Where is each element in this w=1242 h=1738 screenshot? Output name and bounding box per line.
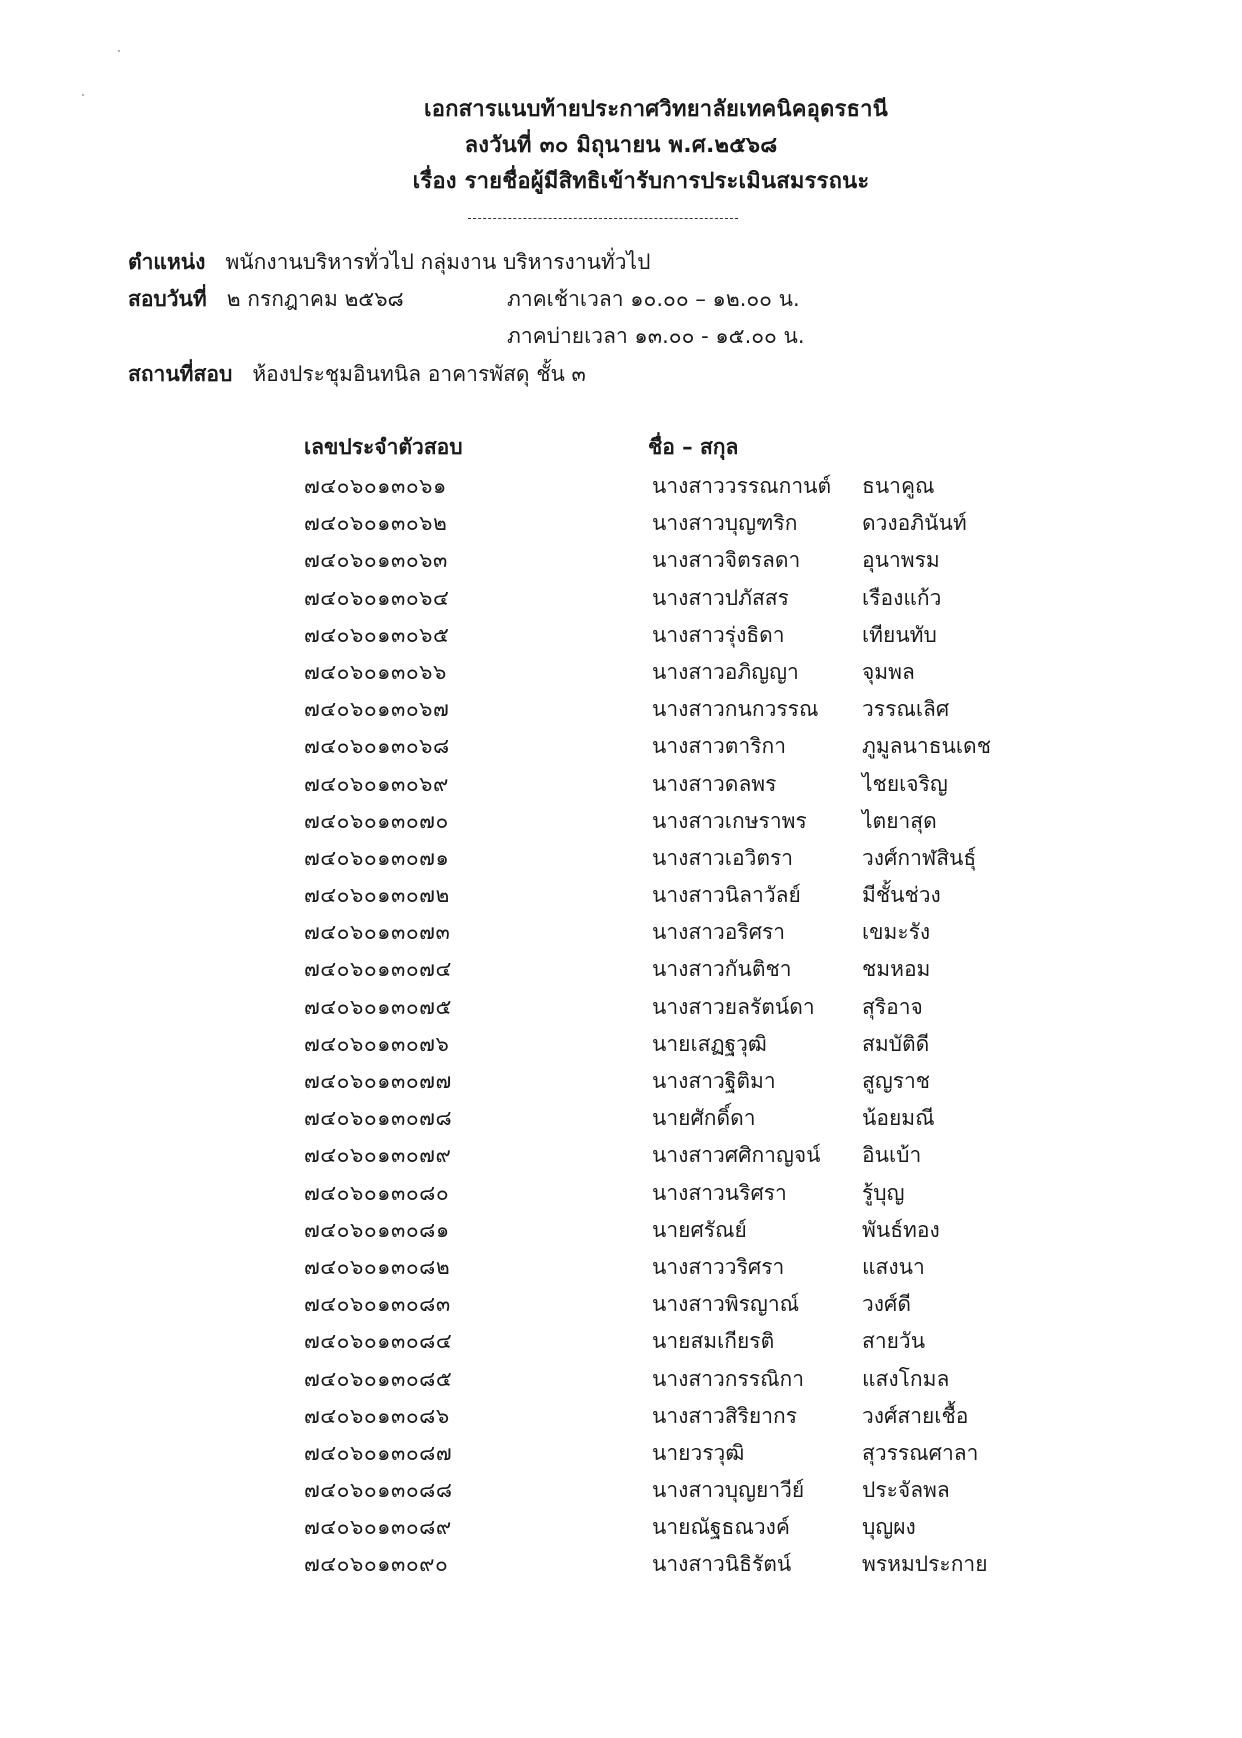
last-name: ประจัลพล [862, 1478, 950, 1503]
last-name: เรืองแก้ว [862, 585, 942, 610]
exam-id: ๗๔๐๖๐๑๓๐๘๗ [304, 1440, 453, 1465]
candidate-row [0, 542, 1242, 579]
last-name: ภูมูลนาธนเดช [862, 734, 991, 759]
morning-session: ภาคเช้าเวลา ๑๐.๐๐ – ๑๒.๐๐ น. [507, 287, 800, 311]
last-name: บุญผง [862, 1515, 916, 1540]
exam-id: ๗๔๐๖๐๑๓๐๗๒ [304, 883, 450, 908]
candidate-row [0, 840, 1242, 877]
exam-id: ๗๔๐๖๐๑๓๐๘๓ [304, 1292, 451, 1317]
last-name: แสงนา [862, 1254, 925, 1279]
exam-id: ๗๔๐๖๐๑๓๐๗๑ [304, 845, 450, 870]
last-name: วรรณเลิศ [862, 697, 950, 722]
candidate-row [0, 989, 1242, 1026]
first-name: นางสาววรรณกานต์ [652, 474, 832, 498]
candidate-row [0, 1175, 1242, 1212]
candidate-row [0, 1509, 1242, 1546]
document-header [0, 92, 1242, 200]
candidate-row [0, 766, 1242, 803]
last-name: เขมะรัง [862, 920, 931, 945]
exam-id: ๗๔๐๖๐๑๓๐๗๕ [304, 994, 452, 1019]
candidate-row [0, 1361, 1242, 1398]
first-name: นางสาวบุญฑริก [652, 511, 798, 536]
last-name: มีชั้นช่วง [862, 883, 941, 908]
last-name: จุมพล [862, 659, 915, 684]
exam-id: ๗๔๐๖๐๑๓๐๘๕ [304, 1366, 453, 1391]
exam-id: ๗๔๐๖๐๑๓๐๗๐ [304, 808, 449, 833]
last-name: วงศ์กาฬสินธุ์ [862, 845, 977, 870]
header-title: เอกสารแนบท้ายประกาศวิทยาลัยเทคนิคอุดรธานี [424, 97, 888, 122]
first-name: นางสาววริศรา [652, 1254, 785, 1279]
exam-id: ๗๔๐๖๐๑๓๐๘๒ [304, 1254, 451, 1279]
candidate-row [0, 1398, 1242, 1435]
exam-id: ๗๔๐๖๐๑๓๐๗๘ [304, 1106, 453, 1131]
exam-id: ๗๔๐๖๐๑๓๐๘๔ [304, 1329, 453, 1354]
first-name: นายสมเกียรติ [652, 1329, 775, 1354]
last-name: สูญราช [862, 1069, 931, 1093]
last-name: อุนาพรม [862, 548, 940, 573]
exam-date-line [128, 283, 467, 315]
first-name: นายเสฏฐวุฒิ [652, 1031, 767, 1056]
exam-id: ๗๔๐๖๐๑๓๐๗๗ [304, 1069, 452, 1093]
exam-id: ๗๔๐๖๐๑๓๐๖๒ [304, 511, 448, 536]
candidate-row [0, 1137, 1242, 1174]
scan-speck [118, 50, 120, 52]
candidate-row [0, 505, 1242, 542]
exam-id: ๗๔๐๖๐๑๓๐๖๕ [304, 622, 450, 647]
first-name: นางสาวรุ่งธิดา [652, 622, 785, 647]
last-name: พันธ์ทอง [862, 1217, 940, 1242]
exam-id: ๗๔๐๖๐๑๓๐๙๐ [304, 1552, 449, 1577]
first-name: นางสาวนิธิรัตน์ [652, 1552, 792, 1577]
first-name: นายวรวุฒิ [652, 1440, 745, 1465]
first-name: นางสาวยลรัตน์ดา [652, 994, 815, 1019]
candidate-row [0, 1472, 1242, 1509]
last-name: ดวงอภินันท์ [862, 511, 967, 536]
exam-place-line [128, 358, 586, 390]
exam-place-label: สถานที่สอบ [128, 362, 233, 386]
exam-id: ๗๔๐๖๐๑๓๐๖๙ [304, 771, 449, 796]
first-name: นางสาวพิรญาณ์ [652, 1292, 800, 1317]
candidate-row [0, 1249, 1242, 1286]
first-name: นางสาวบุญยาวีย์ [652, 1478, 805, 1503]
exam-id: ๗๔๐๖๐๑๓๐๘๖ [304, 1403, 450, 1428]
last-name: ชมหอม [862, 957, 931, 982]
exam-id: ๗๔๐๖๐๑๓๐๘๘ [304, 1478, 453, 1503]
candidate-row [0, 951, 1242, 988]
exam-id: ๗๔๐๖๐๑๓๐๖๖ [304, 659, 447, 684]
candidate-row [0, 1323, 1242, 1360]
exam-id: ๗๔๐๖๐๑๓๐๗๔ [304, 957, 452, 982]
exam-id: ๗๔๐๖๐๑๓๐๗๖ [304, 1031, 450, 1056]
exam-id: ๗๔๐๖๐๑๓๐๖๔ [304, 585, 450, 610]
header-divider [468, 218, 738, 219]
last-name: สมบัติดี [862, 1031, 930, 1056]
last-name: น้อยมณี [862, 1106, 935, 1131]
candidate-row [0, 580, 1242, 617]
exam-id: ๗๔๐๖๐๑๓๐๘๐ [304, 1180, 450, 1205]
first-name: นางสาวอริศรา [652, 920, 786, 945]
first-name: นางสาวตาริกา [652, 734, 787, 759]
first-name: นางสาวกรรณิกา [652, 1366, 805, 1391]
candidate-row [0, 1026, 1242, 1063]
exam-id: ๗๔๐๖๐๑๓๐๖๑ [304, 474, 447, 498]
candidate-row [0, 1435, 1242, 1472]
last-name: แสงโกมล [862, 1366, 950, 1391]
first-name: นางสาวปภัสสร [652, 585, 789, 610]
last-name: ธนาคูณ [862, 474, 935, 498]
first-name: นายณัฐธณวงค์ [652, 1515, 790, 1540]
exam-id: ๗๔๐๖๐๑๓๐๖๘ [304, 734, 450, 759]
candidate-row [0, 1063, 1242, 1100]
candidate-row [0, 617, 1242, 654]
first-name: นางสาวศศิกาญจน์ [652, 1143, 821, 1168]
afternoon-session: ภาคบ่ายเวลา ๑๓.๐๐ - ๑๕.๐๐ น. [507, 324, 805, 348]
first-name: นางสาวสิริยากร [652, 1403, 797, 1428]
candidate-row [0, 691, 1242, 728]
last-name: สายวัน [862, 1329, 926, 1354]
position-label: ตำแหน่ง [128, 250, 206, 274]
column-header-exam-id: เลขประจำตัวสอบ [304, 435, 463, 459]
header-subject: เรื่อง รายชื่อผู้มีสิทธิเข้ารับการประเมินสมรรถนะ [412, 169, 870, 194]
exam-place-value: ห้องประชุมอินทนิล อาคารพัสดุ ชั้น ๓ [252, 362, 586, 386]
candidate-row [0, 1212, 1242, 1249]
header-date: ลงวันที่ ๓๐ มิถุนายน พ.ศ.๒๕๖๘ [464, 133, 778, 158]
candidate-row [0, 728, 1242, 765]
exam-id: ๗๔๐๖๐๑๓๐๘๙ [304, 1515, 452, 1540]
first-name: นางสาวกันติชา [652, 957, 792, 982]
first-name: นางสาวนิลาวัลย์ [652, 883, 801, 908]
candidate-list [0, 468, 1242, 1584]
last-name: สุริอาจ [862, 994, 923, 1019]
position-value: พนักงานบริหารทั่วไป กลุ่มงาน บริหารงานทั่วไป [225, 250, 651, 274]
last-name: ไตยาสุด [862, 808, 937, 833]
last-name: วงศ์สายเชื้อ [862, 1403, 969, 1428]
position-line [128, 246, 650, 278]
last-name: รู้บุญ [862, 1180, 905, 1205]
candidate-row [0, 468, 1242, 505]
candidate-row [0, 877, 1242, 914]
exam-id: ๗๔๐๖๐๑๓๐๗๓ [304, 920, 451, 945]
last-name: พรหมประกาย [862, 1552, 988, 1577]
first-name: นางสาวดลพร [652, 771, 777, 796]
last-name: วงศ์ดี [862, 1292, 912, 1317]
first-name: นางสาวนริศรา [652, 1180, 787, 1205]
last-name: สุวรรณศาลา [862, 1440, 979, 1465]
last-name: อินเบ้า [862, 1143, 922, 1168]
first-name: นางสาวฐิติมา [652, 1069, 776, 1093]
candidate-row [0, 803, 1242, 840]
first-name: นางสาวกนกวรรณ [652, 697, 819, 722]
first-name: นางสาวจิตรลดา [652, 548, 801, 573]
candidate-row [0, 654, 1242, 691]
candidate-row [0, 1546, 1242, 1583]
first-name: นายศรัณย์ [652, 1217, 747, 1242]
candidate-row [0, 1100, 1242, 1137]
candidate-row [0, 1286, 1242, 1323]
exam-id: ๗๔๐๖๐๑๓๐๖๗ [304, 697, 450, 722]
first-name: นางสาวอภิญญา [652, 659, 799, 684]
first-name: นางสาวเอวิตรา [652, 845, 794, 870]
exam-id: ๗๔๐๖๐๑๓๐๗๙ [304, 1143, 452, 1168]
candidate-row [0, 914, 1242, 951]
exam-date-label: สอบวันที่ [128, 287, 207, 311]
exam-date-value: ๒ กรกฎาคม ๒๕๖๘ [226, 287, 404, 311]
first-name: นางสาวเกษราพร [652, 808, 807, 833]
first-name: นายศักดิ์ดา [652, 1106, 756, 1131]
last-name: ไชยเจริญ [862, 771, 948, 796]
exam-id: ๗๔๐๖๐๑๓๐๘๑ [304, 1217, 450, 1242]
exam-id: ๗๔๐๖๐๑๓๐๖๓ [304, 548, 448, 573]
last-name: เทียนทับ [862, 622, 937, 647]
column-header-name: ชื่อ – สกุล [648, 435, 739, 459]
